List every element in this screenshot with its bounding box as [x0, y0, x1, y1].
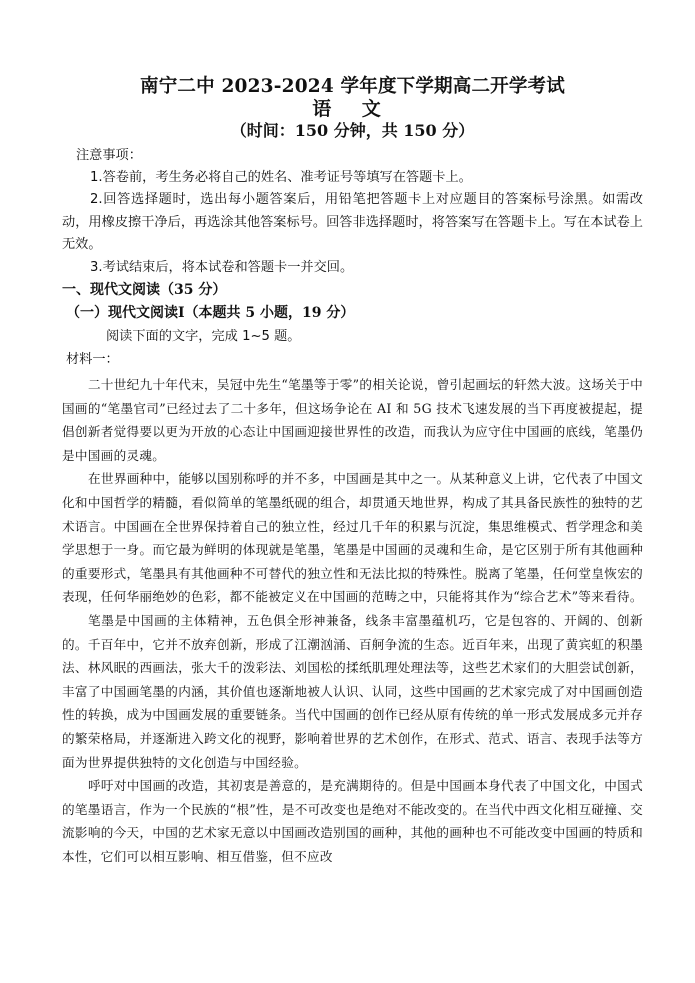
subsection-heading: （一）现代文阅读Ⅰ（本题共 5 小题，19 分） — [66, 305, 355, 322]
passage-paragraph: 二十世纪九十年代末，吴冠中先生“笔墨等于零”的相关论说，曾引起画坛的轩然大波。这场关于中国画的“笔墨官司”已经过去了二十多年，但这场争论在 AI 和 5G 技术飞速发展的当下再度被提起，提倡创新者觉得要以更为开放的心态让中国画迎接世界性的改造，而我认为应守住中国画的底线，笔墨仍是中国画的灵魂。 — [62, 377, 644, 463]
exam-subject: 语 文 — [312, 98, 393, 120]
notice-item: 1.答卷前，考生务必将自己的姓名、准考证号等填写在答题卡上。 — [90, 170, 472, 185]
exam-time-info: （时间：150 分钟，共 150 分） — [230, 121, 475, 140]
notice-heading: 注意事项： — [76, 148, 142, 163]
material-label: 材料一： — [66, 352, 119, 368]
section-heading: 一、现代文阅读（35 分） — [62, 282, 227, 299]
passage-paragraph: 在世界画种中，能够以国别称呼的并不多，中国画是其中之一。从某种意义上讲，它代表了中国文化和中国哲学的精髓，看似简单的笔墨纸砚的组合，却贯通天地世界，构成了其具备民族性的独特的艺术语言。中国画在全世界保持着自己的独立性，经过几千年的积累与沉淀，集思维模式、哲学理念和美学思想于一身。而它最为鲜明的体现就是笔墨，笔墨是中国画的灵魂和生命，是它区别于所有其他画种的重要形式，笔墨具有其他画种不可替代的独立性和无法比拟的特殊性。脱离了笔墨，任何堂皇恢宏的表现，任何华丽绝妙的色彩，都不能被定义在中国画的范畴之中，只能将其作为“综合艺术”等来看待。 — [62, 471, 643, 605]
exam-title: 南宁二中 2023-2024 学年度下学期高二开学考试 — [140, 76, 565, 97]
notice-item: 3.考试结束后，将本试卷和答题卡一并交回。 — [90, 259, 354, 275]
reading-instruction: 阅读下面的文字，完成 1~5 题。 — [106, 329, 301, 345]
passage-paragraph: 笔墨是中国画的主体精神，五色俱全形神兼备，线条丰富墨蕴机巧，它是包容的、开阔的、创新的。千百年中，它并不放弃创新，形成了江潮汹涌、百舸争流的生态。近百年来，出现了黄宾虹的积墨法、林风眠的西画法，张大千的泼彩法、刘国松的揉纸肌理处理法等，这些艺术家们的大胆尝试创新，丰富了中国画笔墨的内涵，其价值也逐渐地被人认识、认同，这些中国画的艺术家完成了对中国画创造性的转换，成为中国画发展的重要链条。当代中国画的创作已经从原有传统的单一形式发展成多元并存的繁荣格局，并逐渐进入跨文化的视野，影响着世界的艺术创作，在形式、范式、语言、表现手法等方面为世界提供独特的文化创造与中国经验。 — [62, 612, 643, 770]
notice-item: 2.回答选择题时，选出每小题答案后，用铅笔把答题卡上对应题目的答案标号涂黑。如需改动，用橡皮擦干净后，再选涂其他答案标号。回答非选择题时，将答案写在答题卡上。写在本试卷上无效。 — [62, 192, 643, 253]
passage-paragraph: 呼吁对中国画的改造，其初衷是善意的，是充满期待的。但是中国画本身代表了中国文化，中国式的笔墨语言，作为一个民族的“根”性，是不可改变也是绝对不能改变的。在当代中西文化相互碰撞、交流影响的今天，中国的艺术家无意以中国画改造别国的画种，其他的画种也不可能改变中国画的特质和本性，它们可以相互影响、相互借鉴，但不应改 — [62, 778, 643, 864]
